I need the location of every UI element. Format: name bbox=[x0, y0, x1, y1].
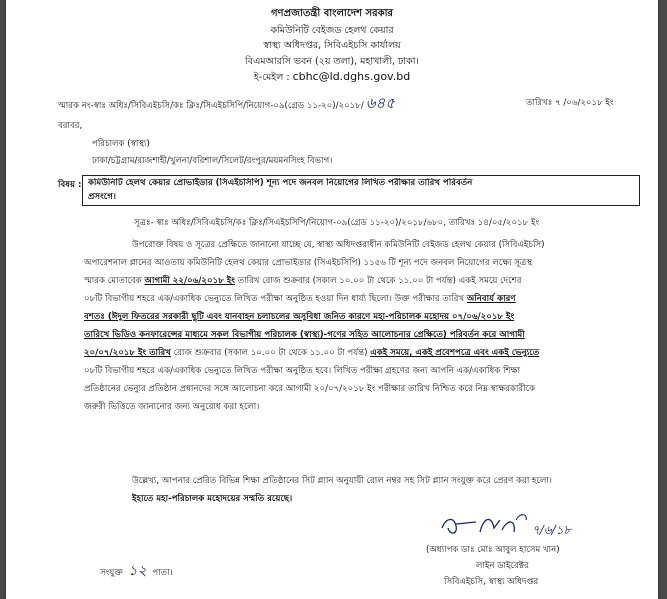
body-line: ০৮টি বিভাগীয় শহরে এক/একাধিক ভেন্যুতে লিখিত পরীক্ষা অনুষ্ঠিত হবে। লিখিত পরীক্ষা গ্রহণের জন্য আপনি এক/একাধিক শিক্ষা bbox=[84, 366, 521, 376]
header-line4: বিএমআরসি ভবন (২য় তলা), মহাখালী, ঢাকা। bbox=[245, 56, 419, 67]
body-line bbox=[84, 344, 604, 362]
subject-line2: প্রসংগে। bbox=[88, 192, 116, 202]
body-paragraph-2: উল্লেখ্য, আপনার প্রেরিত বিভিন্ন শিক্ষা প্রতিষ্ঠানের সিট প্ল্যান অনুযায়ী রোল নম্বর সহ সিট প্ল্যান সংযুক্ত করে প্রেরণ করা হলো। bbox=[132, 476, 552, 486]
subject-label: বিষয় : bbox=[58, 180, 82, 190]
source-reference: সূত্রঃ- স্বাঃ অধিঃ/সিবিএইচসি/কঃ ক্লিঃ/সিএইচসিপি/নিয়োগ-০৯(গ্রেড ১১-২০)/২০১৮/৬৮০, তারিখঃ ১৪/০৫/২০১৮ ইং bbox=[134, 218, 540, 228]
email-label: ই-মেইল : bbox=[253, 72, 290, 83]
body-paragraph-3: ইহাতে মহা-পরিচালক মহোদয়ের সম্মতি রয়েছে। bbox=[132, 494, 293, 504]
email-address: cbhc@ld.dghs.gov.bd bbox=[292, 70, 411, 83]
memo-ref bbox=[58, 94, 396, 112]
attachment-count: ১২ bbox=[128, 563, 147, 579]
header-line2: কমিউনিটি বেইজড হেলথ কেয়ার bbox=[270, 25, 394, 36]
header-email-row bbox=[6, 71, 658, 84]
signature-date: ৭/৬/১৮ bbox=[532, 523, 572, 537]
recipient-divisions: ঢাকা/চট্টগ্রাম/রাজশাহী/খুলনা/বরিশাল/সিলেট/রংপুর/ময়মনসিংহ বিভাগ। bbox=[92, 156, 333, 166]
signatory-name: (অধ্যাপক ডাঃ মোঃ আবুল হাসেম খান) bbox=[426, 545, 560, 555]
body-text: ০৮টি বিভাগীয় শহরে এক/একাধিক ভেন্যুতে লিখিত পরীক্ষা অনুষ্ঠিত হওয়া দিন ধার্য্য ছিলো। উক্ত পরীক্ষার তারিখ bbox=[84, 294, 467, 304]
signatory-office: সিবিএইচসি, স্বাস্থ্য অধিদপ্তর bbox=[444, 577, 539, 587]
attachment-note bbox=[100, 563, 173, 579]
body-text: তারিখ রোজ শুক্রবার (সকাল ১০.০০ টা থেকে ১১.০০ টা পর্যন্ত) একই সময়ে দেশের bbox=[234, 276, 522, 286]
body-line: প্রতিষ্ঠানের ভেন্যুর প্রতিষ্ঠান প্রধানদের সঙ্গে আলোচনা করে আগামী ২০/০৭/২০১৮ ইং পরীক্ষার তারিখ নিশ্চিত করে নিম্ন স্বাক্ষরকারীকে bbox=[84, 384, 536, 394]
body-line: জরুরী ভিত্তিতে জানানোর জন্য অনুরোধ করা হলো। bbox=[84, 402, 260, 412]
memo-ref-handwritten: ৬৪৫ bbox=[365, 94, 396, 112]
memo-date: তারিখঃ ৭ /০৬/২০১৮ ইং bbox=[526, 98, 614, 108]
body-text: রোজ শুক্রবার (সকাল ১০.০০ টা থেকে ১১.০০ টা পর্যন্ত) bbox=[170, 348, 371, 358]
body-line-highlight: তারিখে ভিডিও কনফারেন্সের মাধ্যমে সকল বিভাগীয় পরিচালক (স্বাস্থ্য)-গণের সহিত আলোচনার প্রেক্ষিতে) পরিবর্তন করে আগামী bbox=[84, 330, 525, 340]
recipient-title: পরিচালক (স্বাস্থ্য) bbox=[92, 139, 150, 149]
body-line bbox=[84, 272, 604, 290]
body-paragraph-1 bbox=[84, 236, 604, 416]
same-venue-note: একই সময়ে, একই প্রবেশপত্রে এবং একই ভেন্যুতে bbox=[370, 348, 540, 358]
body-line-highlight: বশতঃ (ঈদুল ফিতরের সরকারী ছুটি এবং যানবাহন চলাচলের অসুবিধা জনিত কারণে মহা-পরিচালক মহোদয় ০৭/০৬/২০১৮ ইং bbox=[84, 312, 515, 322]
exam-old-date: আগামী ২২/০৬/২০১৮ ইং bbox=[144, 276, 235, 286]
header-line3: স্বাস্থ্য অধিদপ্তর, সিবিএইচসি কার্যালয় bbox=[263, 40, 401, 51]
recipient-to: বরাবর, bbox=[58, 121, 83, 131]
attachment-label: সংযুক্ত bbox=[100, 568, 123, 578]
body-line: উপরোক্ত বিষয় ও সূত্রের প্রেক্ষিতে জানানো যাচ্ছে যে, স্বাস্থ্য অধিদপ্তরাধীন কমিউনিটি বেইজড হেলথ কেয়ার (সিবিএইচসি) bbox=[132, 240, 545, 250]
attachment-unit: পাতা। bbox=[152, 568, 173, 578]
signature-scribble bbox=[436, 510, 576, 542]
memo-ref-text: স্মারক নং-স্বাঃ অধিঃ/সিবিএইচসি/কঃ ক্লিঃ/সিএইচসিপি/নিয়োগ-০৯(গ্রেড ১১-২০)/২০১৮/ bbox=[58, 101, 364, 111]
document-page bbox=[6, 0, 658, 599]
unavoidable-reason: অনিবার্য কারণ bbox=[466, 294, 516, 304]
body-line bbox=[84, 290, 604, 308]
exam-new-date: ২০/০৭/২০১৮ ইং তারিখ bbox=[84, 348, 171, 358]
body-text: স্মারক মোতাবেক bbox=[84, 276, 145, 286]
header-line1: গণপ্রজাতন্ত্রী বাংলাদেশ সরকার bbox=[271, 8, 393, 19]
body-line: অপারেশনাল প্লানের আওতায় কমিউনিটি হেলথ কেয়ার প্রোভাইডার (সিএইচসিপি) ১১৫৬ টি শূন্য পদে জনবল নিয়োগের লক্ষ্যে সূত্রস্থ bbox=[84, 258, 533, 268]
signatory-designation: লাইন ডাইরেক্টর bbox=[476, 561, 529, 571]
subject-line1: কমিউনিটি হেলথ কেয়ার প্রোভাইডার (সিএইচসিপি) শূন্য পদে জনবল নিয়োগের লিখিত পরীক্ষার তারিখ পরিবর্তন bbox=[88, 178, 473, 188]
